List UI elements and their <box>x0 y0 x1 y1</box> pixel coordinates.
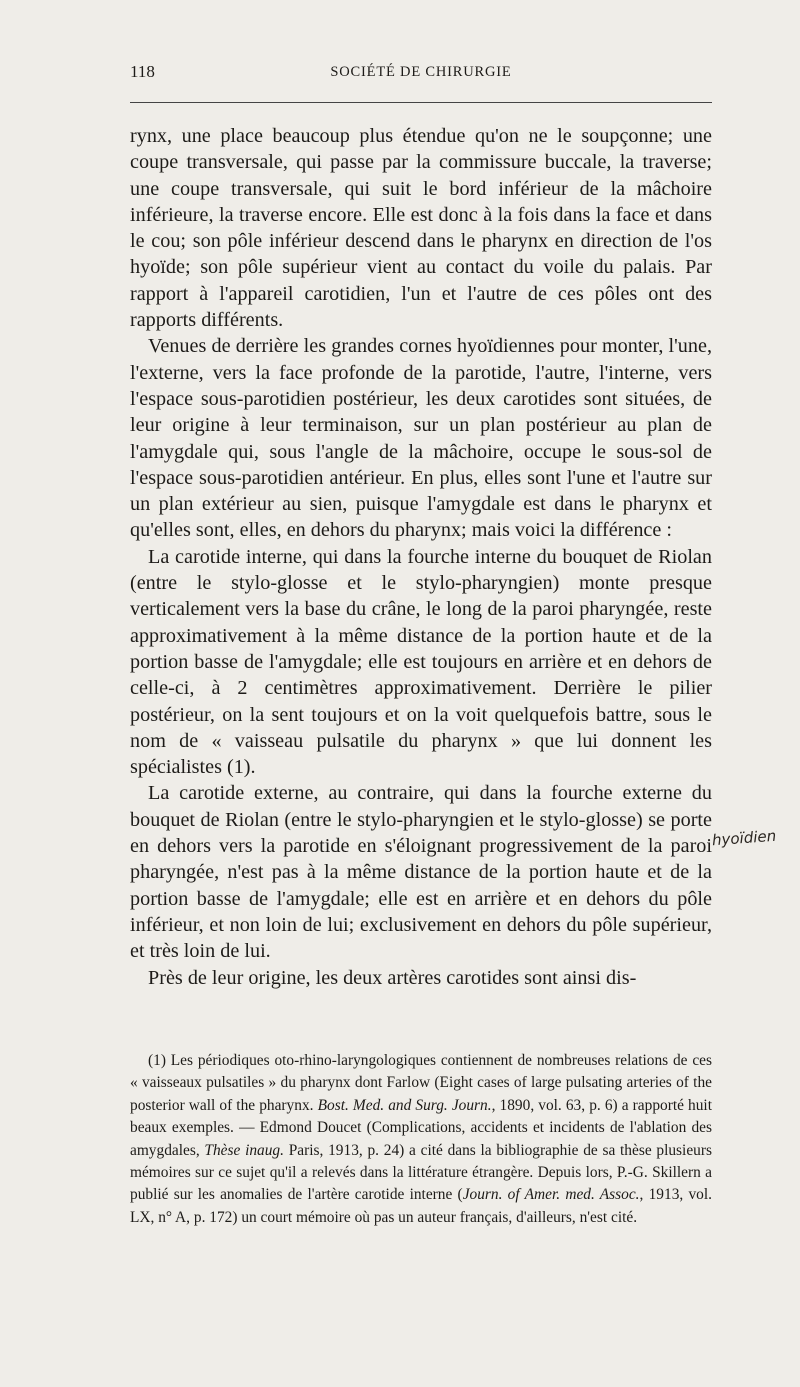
paragraph: rynx, une place beaucoup plus étendue qu'on ne le soupçonne; une coupe transversale, qui passe par la commissure buccale, la traverse; une coupe transversale, qui suit le bord inférieur de la mâchoire inférieure, la traverse encore. Elle est donc à la fois dans la face et dans le cou; son pôle inférieur descend dans le pharynx en direction de l'os hyoïde; son pôle supérieur vient au contact du voile du palais. Par rapport à l'appareil carotidien, l'un et l'autre de ces pôles ont des rapports différents. <box>130 125 712 332</box>
footnote-text: Paris, 1913, p. 24) a cité dans la bibliographie de sa thèse plusieurs mémoires sur ce sujet qu'il a relevés dans la littérature étrangère. Depuis lors, P.-G. Skillern a publié sur les anomalies de l'artère carotide interne ( <box>130 1141 712 1204</box>
footnote-thesis-title: Thèse inaug. <box>204 1141 284 1159</box>
footnote-text: , 1913, vol. LX, n° A, p. 172) un court mémoire où pas un auteur français, d'ailleurs, n'est cité. <box>130 1186 712 1226</box>
page-number: 118 <box>130 62 155 81</box>
paragraph: Venues de derrière les grandes cornes hyoïdiennes pour monter, l'une, l'externe, vers la face profonde de la parotide, l'autre, l'interne, vers l'espace sous-parotidien postérieur, les deux carotides sont situées, de leur origine à leur terminaison, sur un plan postérieur au plan de l'amygdale qui, sous l'angle de la mâchoire, occupe le sous-sol de l'espace sous-parotidien antérieur. En plus, elles sont l'une et l'autre sur un plan extérieur au sien, puisque l'amygdale est dans le pharynx et qu'elles sont, elles, en dehors du pharynx; mais voici la différence : <box>130 335 712 542</box>
paragraph: Près de leur origine, les deux artères carotides sont ainsi dis- <box>148 966 637 989</box>
paragraph: La carotide interne, qui dans la fourche interne du bouquet de Riolan (entre le stylo-glosse et le stylo-pharyngien) monte presque verticalement vers la base du crâne, le long de la paroi pharyngée, reste approximativement à la même distance de la portion haute et de la portion basse de l'amygdale; elle est toujours en arrière et en dehors de celle-ci, à 2 centimètres approximativement. Derrière le pilier postérieur, on la sent toujours et on la voit quelquefois battre, sous le nom de « vaisseau pulsatile du pharynx » que lui donnent les spécialistes (1). <box>130 545 712 779</box>
footnote-journal-title: Journ. of Amer. med. Assoc. <box>462 1186 640 1204</box>
footnote-journal-title: Bost. Med. and Surg. Journ. <box>317 1096 492 1114</box>
footnote <box>130 1050 712 1229</box>
running-title: SOCIÉTÉ DE CHIRURGIE <box>330 64 512 80</box>
paragraph: La carotide externe, au contraire, qui dans la fourche externe du bouquet de Riolan (entre le stylo-pharyngien et le stylo-glosse) se porte en dehors vers la parotide en s'éloignant progressivement de la paroi pharyngée, n'est pas à la même distance de la portion haute et de la portion basse de l'amygdale; elle est en arrière et en dehors du pôle inférieur, et non loin de lui; exclusivement en dehors du pôle supérieur, et très loin de lui. <box>130 782 712 963</box>
page-header <box>130 62 712 86</box>
footnote-marker: (1) <box>148 1052 166 1069</box>
header-rule <box>130 102 712 103</box>
footnote-text: , 1890, vol. 63, p. 6) a rapporté huit beaux exemples. — Edmond Doucet (Complications, accidents et incidents de l'ablation des amygdales, <box>130 1096 712 1159</box>
handwritten-correction: hyoïdien <box>711 826 777 850</box>
footnote-text: Les périodiques oto-rhino-laryngologiques contiennent de nombreuses relations de ces « vaisseaux pulsatiles » du pharynx dont Farlow (Eight cases of large pulsating arteries of the posterior wall of the pharynx. <box>130 1052 712 1114</box>
body-text <box>130 123 712 991</box>
